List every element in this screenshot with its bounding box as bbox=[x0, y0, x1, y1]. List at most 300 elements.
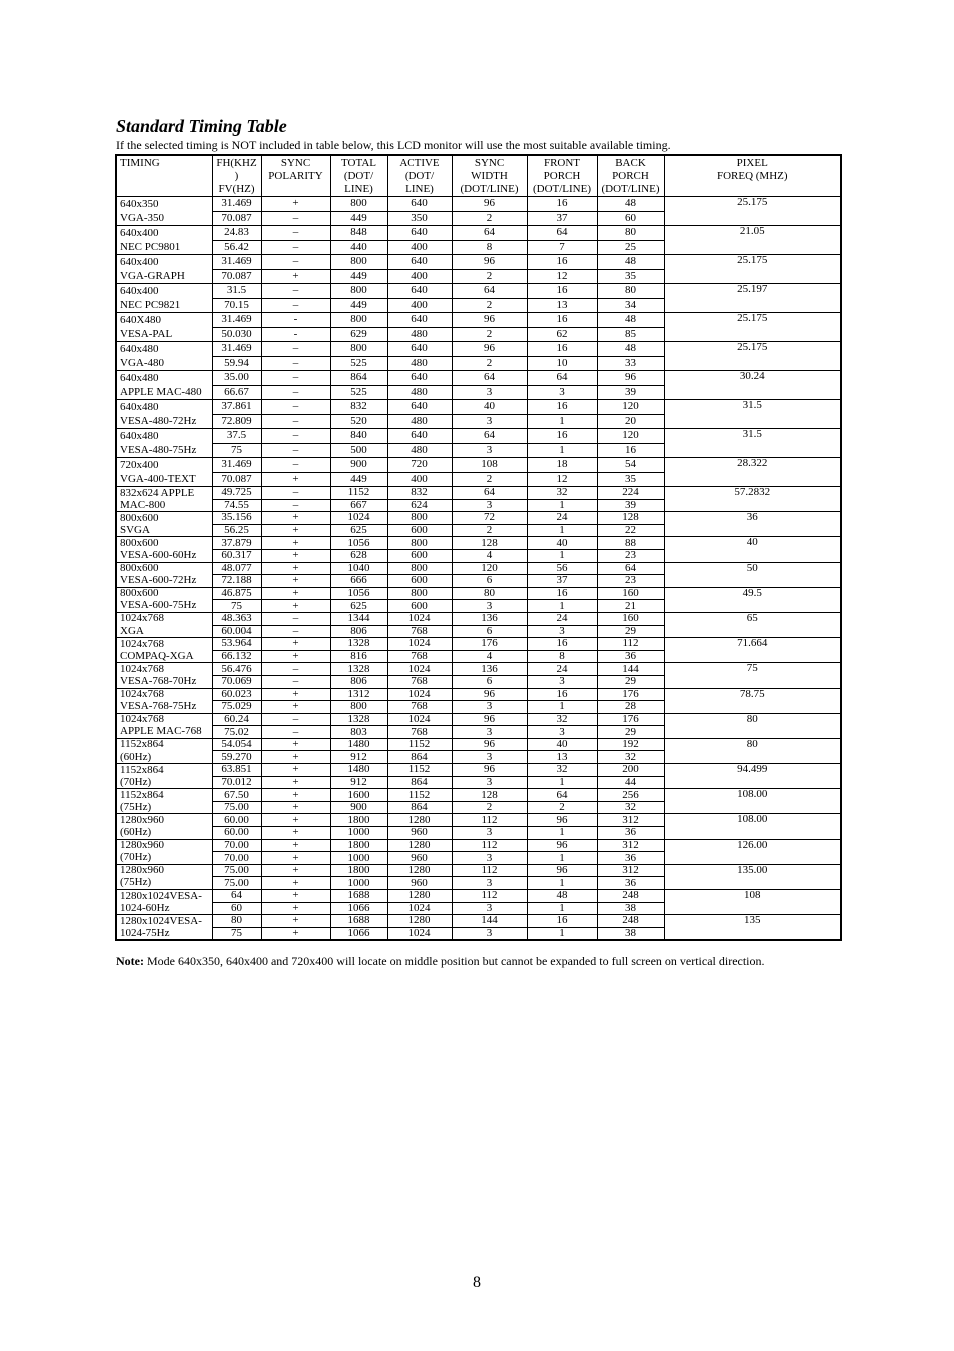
timing-name-cell: 640x480 bbox=[116, 400, 212, 415]
sync-width-cell: 96 bbox=[452, 255, 527, 270]
front-porch-cell: 1 bbox=[527, 776, 597, 789]
total-cell: 1066 bbox=[330, 927, 387, 940]
back-porch-cell: 312 bbox=[597, 839, 664, 852]
pixel-freq-cell: 80 bbox=[664, 738, 841, 763]
active-cell: 480 bbox=[387, 385, 452, 400]
total-cell: 1600 bbox=[330, 789, 387, 802]
col-header-sync-polarity: SYNC POLARITY bbox=[261, 155, 330, 197]
col-header-pixel-freq: PIXEL FOREQ (MHZ) bbox=[664, 155, 841, 197]
sync-polarity-cell: + bbox=[261, 776, 330, 789]
hfreq-vfreq-cell: 60.004 bbox=[212, 625, 261, 638]
hfreq-vfreq-cell: 35.156 bbox=[212, 512, 261, 525]
timing-name-cell: NEC PC9821 bbox=[116, 298, 212, 313]
sync-width-cell: 96 bbox=[452, 713, 527, 726]
back-porch-cell: 23 bbox=[597, 575, 664, 588]
timing-name-cell: VGA-350 bbox=[116, 211, 212, 226]
total-cell: 1152 bbox=[330, 487, 387, 500]
back-porch-cell: 176 bbox=[597, 713, 664, 726]
pixel-freq-cell: 108 bbox=[664, 890, 841, 915]
active-cell: 640 bbox=[387, 429, 452, 444]
pixel-freq-cell: 80 bbox=[664, 713, 841, 738]
sync-polarity-cell: + bbox=[261, 738, 330, 751]
sync-polarity-cell: – bbox=[261, 414, 330, 429]
table-row bbox=[116, 839, 841, 852]
active-cell: 624 bbox=[387, 499, 452, 512]
sync-width-cell: 112 bbox=[452, 839, 527, 852]
timing-table bbox=[115, 154, 842, 941]
back-porch-cell: 39 bbox=[597, 385, 664, 400]
sync-polarity-cell: + bbox=[261, 562, 330, 575]
sync-polarity-cell: + bbox=[261, 915, 330, 928]
hfreq-vfreq-cell: 75.00 bbox=[212, 864, 261, 877]
hfreq-vfreq-cell: 50.030 bbox=[212, 327, 261, 342]
active-cell: 720 bbox=[387, 458, 452, 473]
table-row bbox=[116, 371, 841, 386]
back-porch-cell: 176 bbox=[597, 688, 664, 701]
back-porch-cell: 128 bbox=[597, 512, 664, 525]
sync-width-cell: 64 bbox=[452, 226, 527, 241]
table-row bbox=[116, 226, 841, 241]
hfreq-vfreq-cell: 72.809 bbox=[212, 414, 261, 429]
front-porch-cell: 16 bbox=[527, 638, 597, 651]
timing-name-cell: NEC PC9801 bbox=[116, 240, 212, 255]
total-cell: 800 bbox=[330, 342, 387, 357]
sync-polarity-cell: – bbox=[261, 499, 330, 512]
table-row bbox=[116, 864, 841, 877]
front-porch-cell: 2 bbox=[527, 801, 597, 814]
sync-polarity-cell: + bbox=[261, 814, 330, 827]
timing-name-cell: 1024-75Hz bbox=[116, 927, 212, 940]
active-cell: 864 bbox=[387, 801, 452, 814]
active-cell: 1152 bbox=[387, 764, 452, 777]
front-porch-cell: 56 bbox=[527, 562, 597, 575]
active-cell: 1280 bbox=[387, 864, 452, 877]
timing-name-cell: 1024x768 bbox=[116, 663, 212, 676]
table-row bbox=[116, 429, 841, 444]
front-porch-cell: 64 bbox=[527, 226, 597, 241]
timing-name-cell: 1280x960 bbox=[116, 814, 212, 827]
sync-width-cell: 128 bbox=[452, 789, 527, 802]
hfreq-vfreq-cell: 80 bbox=[212, 915, 261, 928]
active-cell: 640 bbox=[387, 371, 452, 386]
timing-name-cell: 1280x960 bbox=[116, 839, 212, 852]
back-porch-cell: 29 bbox=[597, 625, 664, 638]
total-cell: 625 bbox=[330, 600, 387, 613]
pixel-freq-cell: 28.322 bbox=[664, 458, 841, 487]
active-cell: 800 bbox=[387, 562, 452, 575]
back-porch-cell: 21 bbox=[597, 600, 664, 613]
hfreq-vfreq-cell: 66.67 bbox=[212, 385, 261, 400]
sync-width-cell: 96 bbox=[452, 764, 527, 777]
back-porch-cell: 48 bbox=[597, 255, 664, 270]
total-cell: 628 bbox=[330, 549, 387, 562]
table-header-row bbox=[116, 155, 841, 197]
total-cell: 449 bbox=[330, 298, 387, 313]
timing-name-cell: VESA-600-72Hz bbox=[116, 575, 212, 588]
sync-polarity-cell: + bbox=[261, 650, 330, 663]
timing-name-cell: 1280x960 bbox=[116, 864, 212, 877]
active-cell: 960 bbox=[387, 877, 452, 890]
sync-width-cell: 3 bbox=[452, 902, 527, 915]
table-row bbox=[116, 890, 841, 903]
table-row bbox=[116, 313, 841, 328]
total-cell: 1040 bbox=[330, 562, 387, 575]
sync-polarity-cell: + bbox=[261, 890, 330, 903]
total-cell: 912 bbox=[330, 776, 387, 789]
active-cell: 960 bbox=[387, 827, 452, 840]
front-porch-cell: 62 bbox=[527, 327, 597, 342]
front-porch-cell: 16 bbox=[527, 915, 597, 928]
total-cell: 848 bbox=[330, 226, 387, 241]
hfreq-vfreq-cell: 64 bbox=[212, 890, 261, 903]
back-porch-cell: 48 bbox=[597, 313, 664, 328]
sync-width-cell: 2 bbox=[452, 472, 527, 487]
total-cell: 1688 bbox=[330, 890, 387, 903]
active-cell: 640 bbox=[387, 313, 452, 328]
pixel-freq-cell: 30.24 bbox=[664, 371, 841, 400]
sync-width-cell: 3 bbox=[452, 726, 527, 739]
back-porch-cell: 36 bbox=[597, 827, 664, 840]
pixel-freq-cell: 49.5 bbox=[664, 587, 841, 612]
front-porch-cell: 16 bbox=[527, 255, 597, 270]
total-cell: 1480 bbox=[330, 738, 387, 751]
active-cell: 640 bbox=[387, 284, 452, 299]
table-row bbox=[116, 713, 841, 726]
sync-width-cell: 108 bbox=[452, 458, 527, 473]
sync-polarity-cell: + bbox=[261, 801, 330, 814]
active-cell: 960 bbox=[387, 852, 452, 865]
back-porch-cell: 96 bbox=[597, 371, 664, 386]
sync-width-cell: 64 bbox=[452, 284, 527, 299]
sync-width-cell: 176 bbox=[452, 638, 527, 651]
timing-name-cell: (70Hz) bbox=[116, 776, 212, 789]
total-cell: 625 bbox=[330, 524, 387, 537]
active-cell: 480 bbox=[387, 327, 452, 342]
active-cell: 768 bbox=[387, 726, 452, 739]
front-porch-cell: 13 bbox=[527, 298, 597, 313]
timing-name-cell: VESA-600-60Hz bbox=[116, 549, 212, 562]
sync-polarity-cell: + bbox=[261, 751, 330, 764]
timing-name-cell: 640x480 bbox=[116, 429, 212, 444]
total-cell: 816 bbox=[330, 650, 387, 663]
total-cell: 806 bbox=[330, 675, 387, 688]
timing-name-cell: (75Hz) bbox=[116, 877, 212, 890]
hfreq-vfreq-cell: 70.00 bbox=[212, 852, 261, 865]
total-cell: 800 bbox=[330, 313, 387, 328]
timing-name-cell: 640X480 bbox=[116, 313, 212, 328]
back-porch-cell: 33 bbox=[597, 356, 664, 371]
sync-polarity-cell: + bbox=[261, 789, 330, 802]
front-porch-cell: 40 bbox=[527, 738, 597, 751]
timing-name-cell: 1024-60Hz bbox=[116, 902, 212, 915]
sync-width-cell: 64 bbox=[452, 429, 527, 444]
timing-name-cell: 1152x864 bbox=[116, 789, 212, 802]
back-porch-cell: 32 bbox=[597, 801, 664, 814]
pixel-freq-cell: 135 bbox=[664, 915, 841, 940]
total-cell: 449 bbox=[330, 472, 387, 487]
sync-polarity-cell: + bbox=[261, 269, 330, 284]
sync-width-cell: 3 bbox=[452, 776, 527, 789]
active-cell: 1024 bbox=[387, 688, 452, 701]
pixel-freq-cell: 25.175 bbox=[664, 342, 841, 371]
back-porch-cell: 25 bbox=[597, 240, 664, 255]
sync-width-cell: 3 bbox=[452, 600, 527, 613]
back-porch-cell: 200 bbox=[597, 764, 664, 777]
front-porch-cell: 24 bbox=[527, 663, 597, 676]
total-cell: 1800 bbox=[330, 814, 387, 827]
active-cell: 864 bbox=[387, 751, 452, 764]
timing-name-cell: VESA-PAL bbox=[116, 327, 212, 342]
active-cell: 800 bbox=[387, 537, 452, 550]
active-cell: 1280 bbox=[387, 890, 452, 903]
timing-name-cell: 800x600 bbox=[116, 537, 212, 550]
timing-name-cell: 1152x864 bbox=[116, 738, 212, 751]
table-row bbox=[116, 612, 841, 625]
sync-polarity-cell: – bbox=[261, 400, 330, 415]
col-header-sync-width: SYNC WIDTH (DOT/LINE) bbox=[452, 155, 527, 197]
back-porch-cell: 29 bbox=[597, 726, 664, 739]
col-header-active: ACTIVE (DOT/ LINE) bbox=[387, 155, 452, 197]
back-porch-cell: 23 bbox=[597, 549, 664, 562]
back-porch-cell: 48 bbox=[597, 342, 664, 357]
sync-width-cell: 3 bbox=[452, 852, 527, 865]
back-porch-cell: 16 bbox=[597, 443, 664, 458]
front-porch-cell: 3 bbox=[527, 675, 597, 688]
pixel-freq-cell: 75 bbox=[664, 663, 841, 688]
back-porch-cell: 28 bbox=[597, 701, 664, 714]
sync-polarity-cell: + bbox=[261, 688, 330, 701]
hfreq-vfreq-cell: 70.00 bbox=[212, 839, 261, 852]
back-porch-cell: 160 bbox=[597, 587, 664, 600]
sync-width-cell: 136 bbox=[452, 663, 527, 676]
hfreq-vfreq-cell: 37.5 bbox=[212, 429, 261, 444]
intro-text: If the selected timing is NOT included in table below, this LCD monitor will use the most suitable available timing. bbox=[116, 138, 671, 152]
sync-polarity-cell: + bbox=[261, 537, 330, 550]
col-header-front-porch: FRONT PORCH (DOT/LINE) bbox=[527, 155, 597, 197]
sync-polarity-cell: + bbox=[261, 827, 330, 840]
front-porch-cell: 24 bbox=[527, 512, 597, 525]
active-cell: 768 bbox=[387, 675, 452, 688]
timing-name-cell: 1152x864 bbox=[116, 764, 212, 777]
table-row bbox=[116, 814, 841, 827]
back-porch-cell: 144 bbox=[597, 663, 664, 676]
sync-polarity-cell: – bbox=[261, 342, 330, 357]
pixel-freq-cell: 135.00 bbox=[664, 864, 841, 889]
front-porch-cell: 96 bbox=[527, 839, 597, 852]
active-cell: 640 bbox=[387, 400, 452, 415]
active-cell: 768 bbox=[387, 701, 452, 714]
front-porch-cell: 3 bbox=[527, 726, 597, 739]
table-row bbox=[116, 255, 841, 270]
sync-polarity-cell: – bbox=[261, 255, 330, 270]
sync-width-cell: 128 bbox=[452, 537, 527, 550]
hfreq-vfreq-cell: 37.861 bbox=[212, 400, 261, 415]
pixel-freq-cell: 40 bbox=[664, 537, 841, 562]
back-porch-cell: 36 bbox=[597, 650, 664, 663]
hfreq-vfreq-cell: 75.00 bbox=[212, 801, 261, 814]
hfreq-vfreq-cell: 31.469 bbox=[212, 255, 261, 270]
timing-name-cell: 640x400 bbox=[116, 284, 212, 299]
timing-name-cell: VESA-480-75Hz bbox=[116, 443, 212, 458]
active-cell: 832 bbox=[387, 487, 452, 500]
hfreq-vfreq-cell: 48.363 bbox=[212, 612, 261, 625]
timing-name-cell: VGA-GRAPH bbox=[116, 269, 212, 284]
back-porch-cell: 44 bbox=[597, 776, 664, 789]
pixel-freq-cell: 108.00 bbox=[664, 814, 841, 839]
front-porch-cell: 64 bbox=[527, 789, 597, 802]
table-row bbox=[116, 562, 841, 575]
hfreq-vfreq-cell: 31.469 bbox=[212, 313, 261, 328]
hfreq-vfreq-cell: 59.270 bbox=[212, 751, 261, 764]
hfreq-vfreq-cell: 59.94 bbox=[212, 356, 261, 371]
table-row bbox=[116, 284, 841, 299]
hfreq-vfreq-cell: 70.069 bbox=[212, 675, 261, 688]
total-cell: 1328 bbox=[330, 663, 387, 676]
active-cell: 1280 bbox=[387, 814, 452, 827]
sync-width-cell: 4 bbox=[452, 549, 527, 562]
front-porch-cell: 96 bbox=[527, 814, 597, 827]
timing-name-cell: XGA bbox=[116, 625, 212, 638]
front-porch-cell: 3 bbox=[527, 625, 597, 638]
front-porch-cell: 1 bbox=[527, 600, 597, 613]
total-cell: 1480 bbox=[330, 764, 387, 777]
active-cell: 768 bbox=[387, 650, 452, 663]
total-cell: 667 bbox=[330, 499, 387, 512]
total-cell: 1328 bbox=[330, 638, 387, 651]
pixel-freq-cell: 25.175 bbox=[664, 255, 841, 284]
hfreq-vfreq-cell: 31.469 bbox=[212, 458, 261, 473]
active-cell: 864 bbox=[387, 776, 452, 789]
front-porch-cell: 1 bbox=[527, 852, 597, 865]
front-porch-cell: 18 bbox=[527, 458, 597, 473]
timing-name-cell: VGA-480 bbox=[116, 356, 212, 371]
timing-name-cell: VESA-768-70Hz bbox=[116, 675, 212, 688]
timing-name-cell: 640x400 bbox=[116, 226, 212, 241]
total-cell: 912 bbox=[330, 751, 387, 764]
hfreq-vfreq-cell: 67.50 bbox=[212, 789, 261, 802]
timing-name-cell: 1024x768 bbox=[116, 713, 212, 726]
timing-name-cell: COMPAQ-XGA bbox=[116, 650, 212, 663]
pixel-freq-cell: 21.05 bbox=[664, 226, 841, 255]
total-cell: 840 bbox=[330, 429, 387, 444]
sync-polarity-cell: – bbox=[261, 726, 330, 739]
active-cell: 640 bbox=[387, 226, 452, 241]
sync-polarity-cell: + bbox=[261, 927, 330, 940]
front-porch-cell: 1 bbox=[527, 549, 597, 562]
sync-width-cell: 2 bbox=[452, 211, 527, 226]
col-header-back-porch: BACK PORCH (DOT/LINE) bbox=[597, 155, 664, 197]
active-cell: 400 bbox=[387, 269, 452, 284]
timing-name-cell: 640x480 bbox=[116, 342, 212, 357]
timing-name-cell: 800x600 bbox=[116, 587, 212, 600]
sync-width-cell: 3 bbox=[452, 443, 527, 458]
total-cell: 803 bbox=[330, 726, 387, 739]
sync-polarity-cell: + bbox=[261, 902, 330, 915]
front-porch-cell: 16 bbox=[527, 197, 597, 212]
table-row bbox=[116, 197, 841, 212]
front-porch-cell: 64 bbox=[527, 371, 597, 386]
total-cell: 806 bbox=[330, 625, 387, 638]
back-porch-cell: 20 bbox=[597, 414, 664, 429]
table-row bbox=[116, 738, 841, 751]
timing-name-cell: 1280x1024VESA- bbox=[116, 890, 212, 903]
front-porch-cell: 32 bbox=[527, 487, 597, 500]
pixel-freq-cell: 65 bbox=[664, 612, 841, 637]
sync-polarity-cell: – bbox=[261, 211, 330, 226]
back-porch-cell: 312 bbox=[597, 864, 664, 877]
back-porch-cell: 48 bbox=[597, 197, 664, 212]
sync-polarity-cell: + bbox=[261, 600, 330, 613]
sync-width-cell: 6 bbox=[452, 675, 527, 688]
timing-name-cell: VESA-480-72Hz bbox=[116, 414, 212, 429]
timing-name-cell: SVGA bbox=[116, 524, 212, 537]
active-cell: 600 bbox=[387, 600, 452, 613]
back-porch-cell: 22 bbox=[597, 524, 664, 537]
table-row bbox=[116, 663, 841, 676]
back-porch-cell: 38 bbox=[597, 927, 664, 940]
total-cell: 800 bbox=[330, 284, 387, 299]
sync-width-cell: 6 bbox=[452, 575, 527, 588]
total-cell: 800 bbox=[330, 197, 387, 212]
sync-width-cell: 2 bbox=[452, 298, 527, 313]
sync-width-cell: 136 bbox=[452, 612, 527, 625]
front-porch-cell: 16 bbox=[527, 587, 597, 600]
sync-polarity-cell: + bbox=[261, 524, 330, 537]
pixel-freq-cell: 25.175 bbox=[664, 313, 841, 342]
total-cell: 864 bbox=[330, 371, 387, 386]
sync-polarity-cell: + bbox=[261, 764, 330, 777]
sync-width-cell: 8 bbox=[452, 240, 527, 255]
footnote bbox=[116, 954, 765, 969]
total-cell: 900 bbox=[330, 801, 387, 814]
timing-name-cell: 1280x1024VESA- bbox=[116, 915, 212, 928]
front-porch-cell: 16 bbox=[527, 429, 597, 444]
sync-polarity-cell: + bbox=[261, 852, 330, 865]
pixel-freq-cell: 25.197 bbox=[664, 284, 841, 313]
pixel-freq-cell: 31.5 bbox=[664, 400, 841, 429]
back-porch-cell: 248 bbox=[597, 915, 664, 928]
active-cell: 600 bbox=[387, 575, 452, 588]
hfreq-vfreq-cell: 75.02 bbox=[212, 726, 261, 739]
active-cell: 640 bbox=[387, 197, 452, 212]
sync-polarity-cell: – bbox=[261, 713, 330, 726]
hfreq-vfreq-cell: 31.5 bbox=[212, 284, 261, 299]
front-porch-cell: 40 bbox=[527, 537, 597, 550]
sync-width-cell: 2 bbox=[452, 801, 527, 814]
sync-width-cell: 64 bbox=[452, 487, 527, 500]
sync-width-cell: 64 bbox=[452, 371, 527, 386]
sync-polarity-cell: – bbox=[261, 458, 330, 473]
sync-width-cell: 96 bbox=[452, 688, 527, 701]
hfreq-vfreq-cell: 72.188 bbox=[212, 575, 261, 588]
timing-name-cell: 800x600 bbox=[116, 562, 212, 575]
hfreq-vfreq-cell: 60.00 bbox=[212, 814, 261, 827]
sync-polarity-cell: – bbox=[261, 429, 330, 444]
sync-polarity-cell: + bbox=[261, 512, 330, 525]
hfreq-vfreq-cell: 48.077 bbox=[212, 562, 261, 575]
pixel-freq-cell: 71.664 bbox=[664, 638, 841, 663]
front-porch-cell: 3 bbox=[527, 385, 597, 400]
timing-name-cell: VESA-768-75Hz bbox=[116, 701, 212, 714]
back-porch-cell: 224 bbox=[597, 487, 664, 500]
front-porch-cell: 12 bbox=[527, 269, 597, 284]
hfreq-vfreq-cell: 70.087 bbox=[212, 269, 261, 284]
sync-width-cell: 3 bbox=[452, 385, 527, 400]
table-row bbox=[116, 764, 841, 777]
total-cell: 666 bbox=[330, 575, 387, 588]
table-row bbox=[116, 789, 841, 802]
sync-polarity-cell: + bbox=[261, 575, 330, 588]
